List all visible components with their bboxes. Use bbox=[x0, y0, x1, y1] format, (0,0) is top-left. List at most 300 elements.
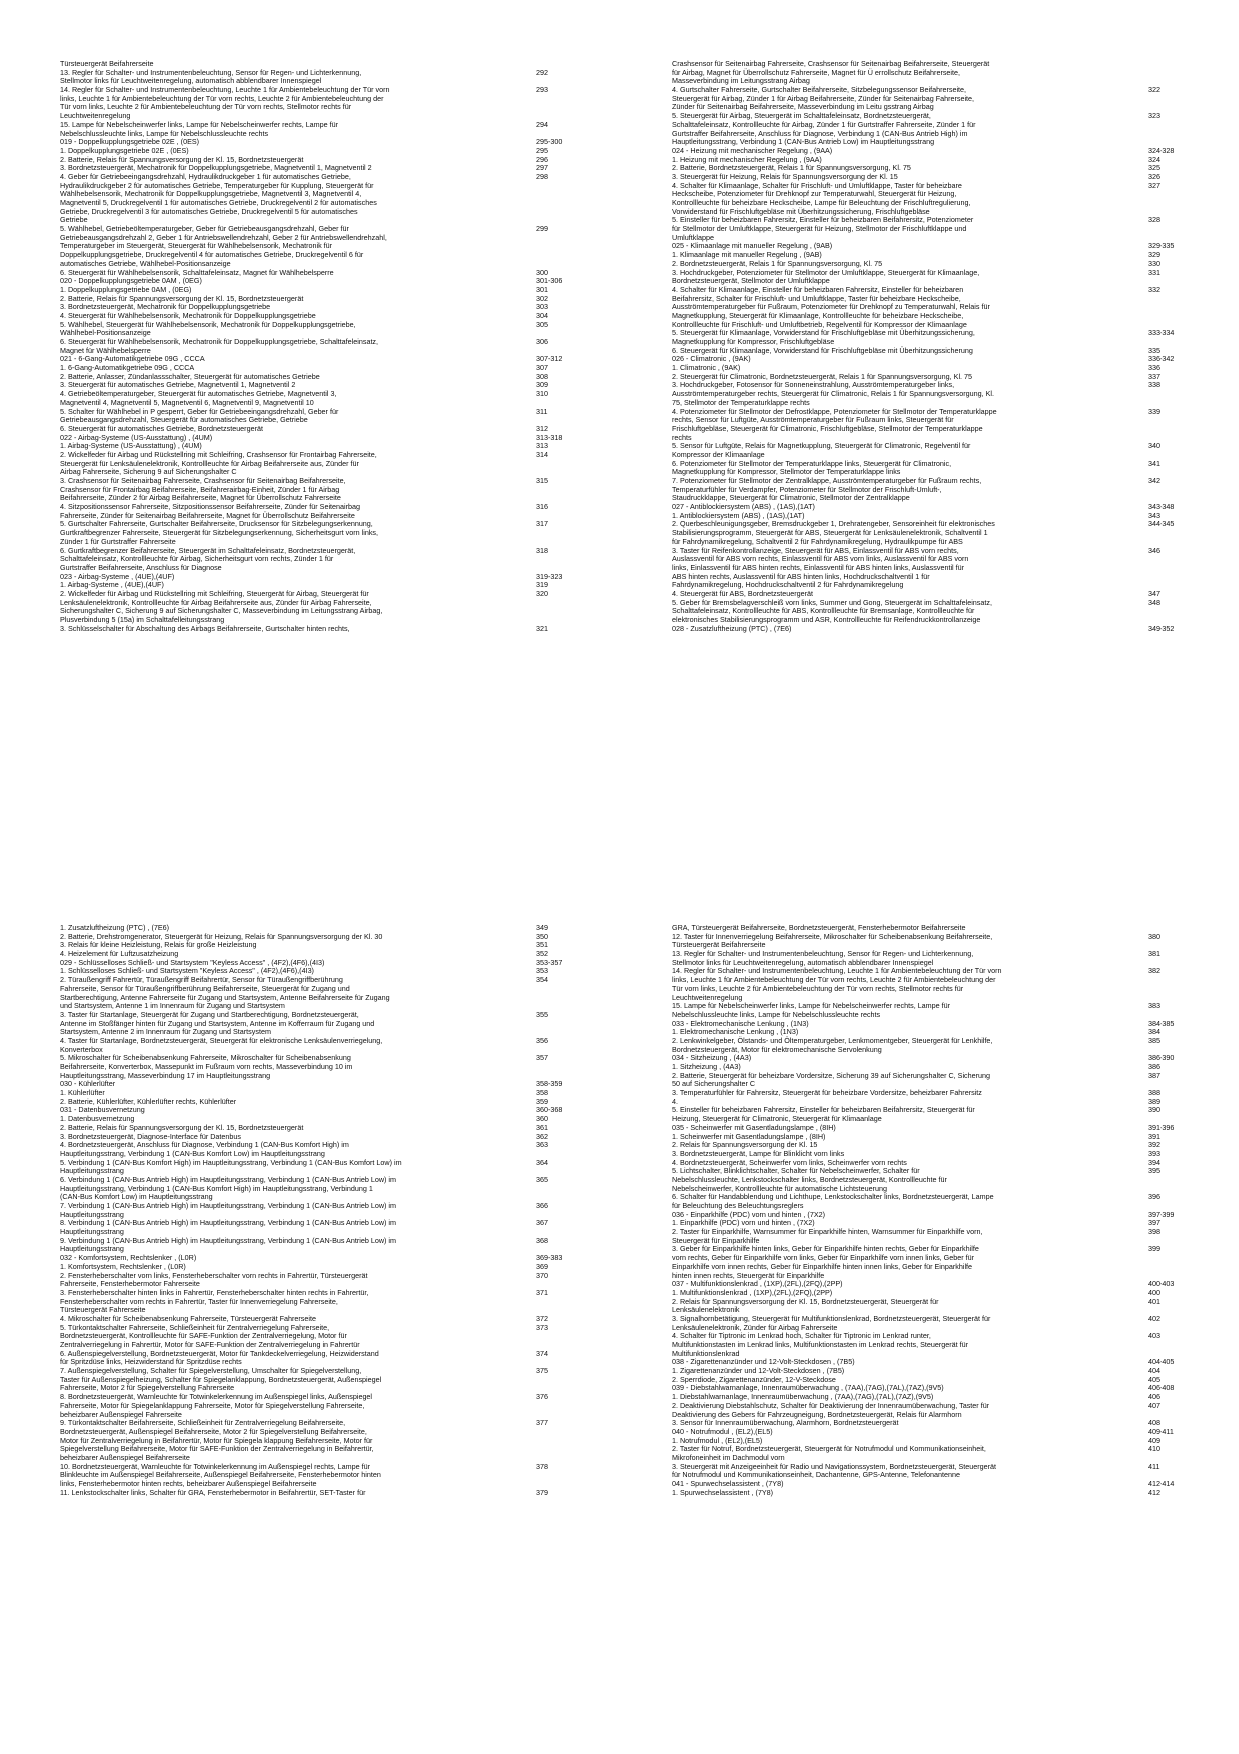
page-number: 410 bbox=[1148, 1444, 1160, 1454]
index-entry-text: 2. Taster für Notruf, Bordnetzsteuergerät, Steuergerät für Notrufmodul und Kommunikationseinheit, bbox=[672, 1444, 986, 1454]
index-entry-text: Multifunktionslenkrad bbox=[672, 1348, 740, 1358]
page-number: 336-342 bbox=[1148, 354, 1175, 364]
page-number: 383 bbox=[1148, 1001, 1160, 1011]
page-number: 313 bbox=[536, 441, 548, 451]
index-entry-text: Lenksäulenelektronik bbox=[672, 1305, 740, 1315]
page-number: 336 bbox=[1148, 363, 1160, 373]
index-entry-text: Steuergerät für Airbag, Zünder 1 für Airbag Beifahrerseite, Zünder für Seitenairbag Fahrerseite, bbox=[672, 93, 975, 103]
index-entry-text: Frischluftgebläse, Steuergerät für Climatronic, Frischluftgebläse, Stellmotor der Temperaturklappe bbox=[672, 423, 983, 433]
index-entry-text: 3. Bordnetzsteuergerät, Mechatronik für Doppelkupplungsgetriebe bbox=[60, 302, 271, 312]
index-entry-text: Zünder 1 für Gurtstraffer Fahrerseite bbox=[60, 536, 176, 546]
index-entry-text: 3. Temperaturfühler für Fahrersitz, Steuergerät für beheizbare Vordersitze, beheizbarer Fahrersitz bbox=[672, 1088, 982, 1098]
index-entry-text: 5. Einsteller für beheizbaren Fahrersitz, Einsteller für beheizbaren Beifahrersitz, Potenziometer bbox=[672, 215, 974, 225]
index-entry-text: 025 - Klimaanlage mit manueller Regelung , (9AB) bbox=[672, 241, 833, 251]
page-number: 296 bbox=[536, 154, 548, 164]
index-entry-text: 2. Wickelfeder für Airbag und Rückstellring mit Schleifring, Steuergerät für Airbag, Steuergerät für bbox=[60, 588, 369, 598]
index-entry-text: 3. Bordnetzsteuergerät, Diagnose-Interface für Datenbus bbox=[60, 1131, 241, 1141]
page-number: 328 bbox=[1148, 215, 1160, 225]
index-entry-text: 1. Elektromechanische Lenkung , (1N3) bbox=[672, 1027, 799, 1037]
page-number: 352 bbox=[536, 949, 548, 959]
page-number: 299 bbox=[536, 224, 548, 234]
page-number: 303 bbox=[536, 302, 548, 312]
page-number: 382 bbox=[1148, 966, 1160, 976]
page-number: 404-405 bbox=[1148, 1357, 1175, 1367]
index-entry-text: Deaktivierung des Gebers für Fahrzeugneigung, Bordnetzsteuergerät, Relais für Alarmhorn bbox=[672, 1409, 962, 1419]
index-entry-text: Hauptleitungsstrang, Masseverbindung 17 im Hauptleitungsstrang bbox=[60, 1070, 271, 1080]
index-entry-text: Lenksäulenelektronik, Zünder für Airbag Fahrerseite bbox=[672, 1322, 838, 1332]
page-number: 343 bbox=[1148, 510, 1160, 520]
page-number: 390 bbox=[1148, 1105, 1160, 1115]
page-number: 376 bbox=[536, 1392, 548, 1402]
page-number: 329-335 bbox=[1148, 241, 1175, 251]
index-entry-text: Leuchtweitenregelung bbox=[672, 992, 743, 1002]
index-entry-text: 7. Außenspiegelverstellung, Schalter für Spiegelverstellung, Umschalter für Spiegelverstellung, bbox=[60, 1366, 362, 1376]
index-entry-text: Doppelkupplungsgetriebe, Druckregelventil 4 für automatisches Getriebe, Druckregelventil 6 für bbox=[60, 250, 364, 260]
index-entry-text: 1. Datenbusvernetzung bbox=[60, 1114, 135, 1124]
index-entry-text: 15. Lampe für Nebelscheinwerfer links, Lampe für Nebelscheinwerfer rechts, Lampe für bbox=[672, 1001, 951, 1011]
index-entry-text: 023 - Airbag-Systeme , (4UE),(4UF) bbox=[60, 571, 175, 581]
page-number: 338 bbox=[1148, 380, 1160, 390]
page-number: 354 bbox=[536, 975, 548, 985]
index-entry-text: Hauptleitungsstrang, Verbindung 1 (CAN-Bus Antrieb Low) im Hauptleitungsstrang bbox=[672, 137, 935, 147]
index-entry-text: und Startsystem, Antenne 1 im Innenraum für Zugang und Startsystem bbox=[60, 1001, 285, 1011]
index-entry-text: 035 - Scheinwerfer mit Gasentladungslampe , (8IH) bbox=[672, 1122, 836, 1132]
page-number: 388 bbox=[1148, 1088, 1160, 1098]
index-entry-text: 3. Schlüsselschalter für Abschaltung des Airbags Beifahrerseite, Gurtschalter hinten rechts, bbox=[60, 623, 350, 633]
index-entry-text: Stellmotor links für Leuchtweitenregelung, automatisch abblendbarer Innenspiegel bbox=[672, 957, 934, 967]
index-entry-text: 5. Schalter für Wählhebel in P gesperrt, Geber für Getriebeeingangsdrehzahl, Geber für bbox=[60, 406, 339, 416]
page-number: 378 bbox=[536, 1461, 548, 1471]
index-entry-text: 5. Türkontaktschalter Fahrerseite, Schließeinheit für Zentralverriegelung Fahrerseite, bbox=[60, 1322, 330, 1332]
page-number: 327 bbox=[1148, 180, 1160, 190]
page-number: 331 bbox=[1148, 267, 1160, 277]
index-entry-text: Fahrerseite, Zünder für Seitenairbag Beifahrerseite, Magnet für Überrollschutz Beifahrerseite bbox=[60, 510, 355, 520]
index-entry-text: 1. Zusatzluftheizung (PTC) , (7E6) bbox=[60, 923, 170, 932]
index-entry-text: 4. Heizelement für Luftzusatzheizung bbox=[60, 949, 179, 959]
index-entry-text: elektronisches Stabilisierungsprogramm und ASR, Kontrollleuchte für Reifendruckkontrollanzeige bbox=[672, 615, 981, 624]
index-entry-text: Stabilisierungsprogramm, Steuergerät für ABS, Steuergerät für Lenksäulenelektronik, Schaltventil 1 bbox=[672, 528, 988, 538]
index-entry-text: 4. Steuergerät für Wählhebelsensorik, Mechatronik für Doppelkupplungsgetriebe bbox=[60, 310, 316, 320]
index-entry-text: ABS hinten rechts, Auslassventil für ABS hinten links, Hochdruckschaltventil 1 für bbox=[672, 571, 930, 581]
page-number: 370 bbox=[536, 1270, 548, 1280]
page-number: 341 bbox=[1148, 458, 1160, 468]
page-number: 400-403 bbox=[1148, 1279, 1175, 1289]
page-number: 317 bbox=[536, 519, 548, 529]
index-entry-text: Crashsensor für Seitenairbag Fahrerseite, Crashsensor für Seitenairbag Beifahrerseite, Steuergerät bbox=[672, 59, 990, 68]
index-entry-text: 2. Taster für Einparkhilfe, Warnsummer für Einparkhilfe hinten, Warnsummer für Einparkhilfe vorn, bbox=[672, 1227, 983, 1237]
index-entry-text: Heizung, Steuergerät für Climatronic, Steuergerät für Klimaanlage bbox=[672, 1114, 882, 1124]
index-entry-text: 033 - Elektromechanische Lenkung , (1N3) bbox=[672, 1018, 809, 1028]
index-entry-text: 4. Geber für Getriebeeingangsdrehzahl, Hydraulikdruckgeber 1 für automatisches Getriebe, bbox=[60, 171, 351, 181]
page-number: 295 bbox=[536, 145, 548, 155]
index-entry-text: 1. Einparkhilfe (PDC) vorn und hinten , (7X2) bbox=[672, 1218, 815, 1228]
page-number: 295-300 bbox=[536, 137, 563, 147]
index-entry-text: Getriebeausgangsdrehzahl, Steuergerät für automatisches Getriebe, Getriebe bbox=[60, 415, 308, 425]
index-entry-text: Tür vorn links, Leuchte 2 für Ambientebeleuchtung der Tür vorn rechts, Stellmotor rechts für bbox=[60, 102, 352, 112]
page-number: 325 bbox=[1148, 163, 1160, 173]
page-number: 319 bbox=[536, 580, 548, 590]
index-entry-text: 032 - Komfortsystem, Rechtslenker , (L0R) bbox=[60, 1253, 197, 1263]
page-number: 307 bbox=[536, 363, 548, 373]
page-number: 301-306 bbox=[536, 276, 563, 286]
page-number: 394 bbox=[1148, 1157, 1160, 1167]
index-entry-text: 1. Airbag-Systeme , (4UE),(4UF) bbox=[60, 580, 164, 590]
index-entry-text: Bordnetzsteuergerät, Motor für elektromechanische Servolenkung bbox=[672, 1044, 882, 1054]
index-entry-text: 020 - Doppelkupplungsgetriebe 0AM , (0EG) bbox=[60, 276, 202, 286]
index-entry-text: 027 - Antiblockiersystem (ABS) , (1AS),(1AT) bbox=[672, 502, 815, 512]
index-entry-text: 034 - Sitzheizung , (4A3) bbox=[672, 1053, 752, 1063]
index-entry-text: Ausströmtemperaturgeber rechts, Steuergerät für Climatronic, Relais 1 für Spannungsversorgung, Kl. bbox=[672, 389, 994, 399]
index-entry-text: 2. Batterie, Drehstromgenerator, Steuergerät für Heizung, Relais für Spannungsversorgung der Kl. 30 bbox=[60, 931, 383, 941]
index-entry-text: 6. Steuergerät für Wählhebelsensorik, Mechatronik für Doppelkupplungsgetriebe, Schalttafeleinsatz, bbox=[60, 337, 379, 346]
index-entry-text: 1. Diebstahlwarnanlage, Innenraumüberwachung , (7AA),(7AG),(7AL),(7AZ),(9V5) bbox=[672, 1392, 934, 1402]
index-entry-text: 2. Relais für Spannungsversorgung der Kl. 15 bbox=[672, 1140, 818, 1150]
page-number: 293 bbox=[536, 85, 548, 95]
page-number: 398 bbox=[1148, 1227, 1160, 1237]
index-entry-text: rechts, Sensor für Luftgüte, Ausströmtemperaturgeber für Fußraum links, Steuergerät für bbox=[672, 415, 954, 425]
page-number: 402 bbox=[1148, 1313, 1160, 1323]
page-number: 349 bbox=[536, 923, 548, 932]
index-entry-text: Magnet für Wählhebelsperre bbox=[60, 345, 151, 355]
page-number: 339 bbox=[1148, 406, 1160, 416]
page-number: 357 bbox=[536, 1053, 548, 1063]
index-entry-text: Beifahrerseite, Konverterbox, Massepunkt im Fußraum vorn rechts, Masseverbindung 10 im bbox=[60, 1062, 353, 1071]
page-number: 399 bbox=[1148, 1244, 1160, 1254]
index-entry-text: beheizbarer Außenspiegel Fahrerseite bbox=[60, 1409, 182, 1419]
index-entry-text: 14. Regler für Schalter- und Instrumentenbeleuchtung, Leuchte 1 für Ambientebeleuchtung der Tür vorn bbox=[60, 85, 390, 95]
index-entry-text: 15. Lampe für Nebelscheinwerfer links, Lampe für Nebelscheinwerfer rechts, Lampe für bbox=[60, 119, 339, 129]
index-entry-text: 4. Taster für Startanlage, Bordnetzsteuergerät, Steuergerät für elektronische Lenksäulenverriegelung, bbox=[60, 1035, 383, 1045]
index-entry-text: Magnetventil 5, Druckregelventil 1 für automatisches Getriebe, Druckregelventil 2 für automatisches bbox=[60, 198, 377, 207]
index-entry-text: 4. Getriebeöltemperaturgeber, Steuergerät für automatisches Getriebe, Magnetventil 3, bbox=[60, 389, 337, 399]
index-entry-text: 1. Climatronic , (9AK) bbox=[672, 363, 741, 373]
index-entry-text: 039 - Diebstahlwarnanlage, Innenraumüberwachung , (7AA),(7AG),(7AL),(7AZ),(9V5) bbox=[672, 1383, 944, 1393]
index-entry-text: Konverterbox bbox=[60, 1044, 103, 1054]
index-entry-text: links, Leuchte 1 für Ambientebeleuchtung der Tür vorn rechts, Leuchte 2 für Ambientebeleuchtung der bbox=[60, 93, 384, 103]
index-entry-text: 024 - Heizung mit mechanischer Regelung , (9AA) bbox=[672, 145, 833, 155]
index-entry-text: 2. Batterie, Relais für Spannungsversorgung der Kl. 15, Bordnetzsteuergerät bbox=[60, 293, 304, 303]
index-entry-text: 4. Bordnetzsteuergerät, Anschluss für Diagnose, Verbindung 1 (CAN-Bus Komfort High) im bbox=[60, 1140, 349, 1150]
index-entry-text: 4. Schalter für Klimaanlage, Schalter für Frischluft- und Umluftklappe, Taster für beheizbare bbox=[672, 180, 962, 190]
page-number: 308 bbox=[536, 371, 548, 381]
index-entry-text: 2. Sperrdiode, Zigarettenanzünder, 12-V-Steckdose bbox=[672, 1374, 836, 1384]
index-entry-text: 5. Wählhebel, Getriebeöltemperaturgeber, Geber für Getriebeausgangsdrehzahl, Geber für bbox=[60, 224, 349, 234]
page-number: 385 bbox=[1148, 1035, 1160, 1045]
page-number: 312 bbox=[536, 423, 548, 433]
page-number: 391-396 bbox=[1148, 1122, 1175, 1132]
page-number: 395 bbox=[1148, 1166, 1160, 1176]
page-number: 307-312 bbox=[536, 354, 563, 364]
index-entry-text: Magnetkupplung, Steuergerät für Klimaanlage, Kontrollleuchte für beheizbare Heckscheibe, bbox=[672, 310, 964, 320]
index-entry-text: 13. Regler für Schalter- und Instrumentenbeleuchtung, Sensor für Regen- und Lichterkennung, bbox=[60, 67, 362, 77]
page-number: 365 bbox=[536, 1174, 548, 1184]
index-entry-text: Heckscheibe, Potenziometer für Drehknopf zur Temperaturwahl, Steuergerät für Heizung, bbox=[672, 189, 957, 199]
page-number: 310 bbox=[536, 389, 548, 399]
index-entry-text: 1. Klimaanlage mit manueller Regelung , (9AB) bbox=[672, 250, 822, 260]
index-entry-text: 1. Zigarettenanzünder und 12-Volt-Steckdosen , (7B5) bbox=[672, 1366, 845, 1376]
index-entry-text: 4. Potenziometer für Stellmotor der Defrostklappe, Potenziometer für Stellmotor der Temperaturklappe bbox=[672, 406, 997, 416]
index-entry-text: Motor für Zentralverriegelung in Beifahrertür, Motor für Spiegela klappung Beifahrerseite, Motor für bbox=[60, 1435, 373, 1445]
index-entry-text: Wählhebelsensorik, Mechatronik für Doppelkupplungsgetriebe, Magnetventil 3, Magnetventil 4, bbox=[60, 189, 362, 199]
index-entry-text: Bordnetzsteuergerät, Stellmotor der Umluftklappe bbox=[672, 276, 830, 286]
page-number: 408 bbox=[1148, 1418, 1160, 1428]
index-entry-text: Tür vorn links, Leuchte 2 für Ambientebeleuchtung der Tür vorn rechts, Stellmotor rechts für bbox=[672, 983, 964, 993]
index-entry-text: 2. Batterie, Kühlerlüfter, Kühlerlüfter rechts, Kühlerlüfter bbox=[60, 1096, 237, 1106]
index-entry-text: Hauptleitungsstrang bbox=[60, 1227, 124, 1237]
index-entry-text: 7. Verbindung 1 (CAN-Bus Antrieb High) im Hauptleitungsstrang, Verbindung 1 (CAN-Bus Antrieb Low) im bbox=[60, 1201, 396, 1210]
page-number: 367 bbox=[536, 1218, 548, 1228]
index-entry-text: 4. bbox=[672, 1096, 678, 1106]
index-entry-text: Beifahrerseite, Zünder 2 für Airbag Beifahrerseite, Magnet für Überrollschutz Fahrerseite bbox=[60, 493, 341, 503]
index-entry-text: Getriebeausgangsdrehzahl 2, Geber 1 für Antriebswellendrehzahl, Geber 2 für Antriebswellendrehzahl, bbox=[60, 232, 387, 242]
page-number: 409-411 bbox=[1148, 1426, 1174, 1436]
page-number: 304 bbox=[536, 310, 548, 320]
index-entry-text: 6. Steuergerät für Klimaanlage, Vorwiderstand für Frischluftgebläse mit Überhitzungssicherung bbox=[672, 345, 973, 355]
index-entry-text: 13. Regler für Schalter- und Instrumentenbeleuchtung, Sensor für Regen- und Lichterkennung, bbox=[672, 949, 974, 959]
index-entry-text: Fahrerseite, Sensor für Türaußengriffberührung Beifahrerseite, Steuergerät für Zugang und bbox=[60, 983, 350, 993]
index-entry-text: 036 - Einparkhilfe (PDC) vorn und hinten , (7X2) bbox=[672, 1209, 826, 1219]
index-entry-text: 3. Bordnetzsteuergerät, Lampe für Blinklicht vorn links bbox=[672, 1148, 845, 1158]
page-number: 403 bbox=[1148, 1331, 1160, 1341]
page-number: 301 bbox=[536, 284, 548, 294]
index-entry-text: 028 - Zusatzluftheizung (PTC) , (7E6) bbox=[672, 623, 792, 633]
index-entry-text: Ausströmtemperaturgeber für Fußraum, Potenziometer für Drehknopf zu Temperaturwahl, Relais für bbox=[672, 302, 990, 312]
index-entry-text: 2. Steuergerät für Climatronic, Bordnetzsteuergerät, Relais 1 für Spannungsversorgung, Kl. 75 bbox=[672, 371, 973, 381]
index-entry-text: 12. Taster für Innenverriegelung Beifahrerseite, Mikroschalter für Scheibenabsenkung Beifahrerseite, bbox=[672, 931, 993, 941]
index-entry-text: Startberechtigung, Antenne Fahrerseite für Zugang und Startsystem, Antenne Beifahrerseite für Zugang bbox=[60, 992, 390, 1002]
page-number: 350 bbox=[536, 931, 548, 941]
index-entry-text: 2. Lenkwinkelgeber, Ölstands- und Öltemperaturgeber, Lenkmomentgeber, Steuergerät für Lenkhilfe, bbox=[672, 1035, 993, 1045]
index-entry-text: rechts bbox=[672, 432, 692, 442]
page-number: 333-334 bbox=[1148, 328, 1175, 338]
index-entry-text: Startsystem, Antenne 2 im Innenraum für Zugang und Startsystem bbox=[60, 1027, 271, 1037]
index-entry-text: für Spritzdüse links, Heizwiderstand für Spritzdüse rechts bbox=[60, 1357, 242, 1367]
page-number: 353-357 bbox=[536, 957, 563, 967]
index-entry-text: 11. Lenkstockschalter links, Schalter für GRA, Fensterhebermotor in Beifahrertür, SET-Taster für bbox=[60, 1487, 366, 1497]
page-number: 400 bbox=[1148, 1287, 1160, 1297]
index-entry-text: Hydraulikdruckgeber 2 für automatisches Getriebe, Temperaturgeber für Kupplung, Steuergerät für bbox=[60, 180, 374, 190]
index-entry-text: Stellmotor links für Leuchtweitenregelung, automatisch abblendbarer Innenspiegel bbox=[60, 76, 322, 86]
index-entry-text: 2. Querbeschleunigungsgeber, Bremsdruckgeber 1, Drehratengeber, Sensoreinheit für elektronisches bbox=[672, 519, 995, 529]
index-entry-text: 1. Doppelkupplungsgetriebe 02E , (0ES) bbox=[60, 145, 189, 155]
index-entry-text: 5. Wählhebel, Steuergerät für Wählhebelsensorik, Mechatronik für Doppelkupplungsgetriebe, bbox=[60, 319, 356, 329]
page-number: 371 bbox=[536, 1287, 548, 1297]
index-entry-text: hinten innen rechts, Steuergerät für Einparkhilfe bbox=[672, 1270, 825, 1280]
index-entry-text: Temperaturfühler für Verdampfer, Potenziometer für Stellmotor der Frischluft-Umluft-, bbox=[672, 484, 942, 494]
index-entry-text: Nebelschlussleuchte links, Lampe für Nebelschlussleuchte rechts bbox=[672, 1009, 881, 1019]
index-entry-text: Fahrdynamikregelung, Hochdruckschaltventil 2 für Fahrdynamikregelung bbox=[672, 580, 904, 590]
page-number: 405 bbox=[1148, 1374, 1160, 1384]
index-entry-text: 6. Verbindung 1 (CAN-Bus Antrieb High) im Hauptleitungsstrang, Verbindung 1 (CAN-Bus Antrieb Low) im bbox=[60, 1174, 396, 1184]
page-number: 407 bbox=[1148, 1400, 1160, 1410]
index-entry-text: 75, Stellmotor der Temperaturklappe rechts bbox=[672, 397, 810, 407]
page-number: 401 bbox=[1148, 1296, 1160, 1306]
index-entry-text: Hauptleitungsstrang, Verbindung 1 (CAN-Bus Komfort High) im Hauptleitungsstrang, Verbindung 1 bbox=[60, 1183, 373, 1193]
index-entry-text: Airbag Fahrerseite, Sicherung 9 auf Sicherungshalter C bbox=[60, 467, 237, 477]
index-entry-text: GRA, Türsteuergerät Beifahrerseite, Bordnetzsteuergerät, Fensterhebermotor Beifahrerseite bbox=[672, 923, 966, 932]
index-entry-text: Fahrerseite, Motor für Spiegelanklappung Fahrerseite, Motor für Spiegelverstellung Fahrerseite, bbox=[60, 1400, 365, 1410]
page-number: 364 bbox=[536, 1157, 548, 1167]
index-entry-text: für Airbag, Magnet für Überrollschutz Fahrerseite, Magnet für Ü errollschutz Beifahrerseite, bbox=[672, 67, 961, 77]
page-number: 373 bbox=[536, 1322, 548, 1332]
index-entry-text: 3. Relais für kleine Heizleistung, Relais für große Heizleistung bbox=[60, 940, 257, 950]
index-entry-text: links, Leuchte 1 für Ambientebeleuchtung der Tür vorn rechts, Leuchte 2 für Ambientebeleuchtung der bbox=[672, 975, 996, 985]
index-entry-text: 1. Komfortsystem, Rechtslenker , (L0R) bbox=[60, 1261, 186, 1271]
index-entry-text: vorn rechts, Geber für Einparkhilfe vorn links, Geber für Einparkhilfe vorn innen links, Geber für bbox=[672, 1253, 975, 1263]
index-entry-text: Schalttafeleinsatz, Kontrollleuchte für ABS, Kontrollleuchte für Bremsanlage, Kontrollleuchte für bbox=[672, 606, 975, 616]
index-entry-text: 026 - Climatronic , (9AK) bbox=[672, 354, 751, 364]
page-number: 411 bbox=[1148, 1461, 1160, 1471]
index-entry-text: 2. Bordnetzsteuergerät, Relais 1 für Spannungsversorgung, Kl. 75 bbox=[672, 258, 883, 268]
index-entry-text: Antenne im Stoßfänger hinten für Zugang und Startsystem, Antenne im Kofferraum für Zugang und bbox=[60, 1018, 375, 1028]
page-number: 397 bbox=[1148, 1218, 1160, 1228]
index-entry-text: 8. Verbindung 1 (CAN-Bus Antrieb High) im Hauptleitungsstrang, Verbindung 1 (CAN-Bus Antrieb Low) im bbox=[60, 1218, 396, 1228]
page-number: 311 bbox=[536, 406, 548, 416]
page-number: 361 bbox=[536, 1122, 548, 1132]
index-entry-text: 6. Steuergerät für Wählhebelsensorik, Schalttafeleinsatz, Magnet für Wählhebelsperre bbox=[60, 267, 334, 277]
index-entry-text: Kontrollleuchte für beheizbare Heckscheibe, Lampe für Beleuchtung der Frischluftregulierung, bbox=[672, 198, 971, 207]
index-entry-text: Schalttafeleinsatz, Kontrollleuchte für Airbag, Sicherheitsgurt vorn rechts, Zünder 1 für bbox=[60, 554, 334, 564]
page-number: 322 bbox=[1148, 85, 1160, 95]
index-entry-text: Hauptleitungsstrang bbox=[60, 1209, 124, 1219]
index-entry-text: 5. Gurtschalter Fahrerseite, Gurtschalter Beifahrerseite, Drucksensor für Sitzbelegungserkennung, bbox=[60, 519, 373, 529]
page-number: 347 bbox=[1148, 588, 1160, 598]
page-number: 319-323 bbox=[536, 571, 563, 581]
page-number: 397-399 bbox=[1148, 1209, 1175, 1219]
index-entry-text: 2. Batterie, Steuergerät für beheizbare Vordersitze, Sicherung 39 auf Sicherungshalter C, Sicherung bbox=[672, 1070, 991, 1080]
page-number: 369-383 bbox=[536, 1253, 563, 1263]
page-number: 324-328 bbox=[1148, 145, 1175, 155]
page-number: 329 bbox=[1148, 250, 1160, 260]
index-entry-text: Leuchtweitenregelung bbox=[60, 111, 131, 121]
page-number: 387 bbox=[1148, 1070, 1160, 1080]
index-entry-text: 5. Steuergerät für Klimaanlage, Vorwiderstand für Frischluftgebläse mit Überhitzungssicherung, bbox=[672, 328, 975, 338]
index-entry-text: Türsteuergerät Fahrerseite bbox=[60, 1305, 146, 1315]
index-entry-text: 4. Mikroschalter für Scheibenabsenkung Fahrerseite, Türsteuergerät Fahrerseite bbox=[60, 1313, 316, 1323]
index-entry-text: 6. Potenziometer für Stellmotor der Temperaturklappe links, Steuergerät für Climatronic, bbox=[672, 458, 952, 468]
index-entry-text: Staudruckklappe, Steuergerät für Climatronic, Stellmotor der Zentralklappe bbox=[672, 493, 910, 503]
index-entry-text: für Notrufmodul und Kommunikationseinheit, Dachantenne, GPS-Antenne, Telefonantenne bbox=[672, 1470, 960, 1480]
index-entry-text: 2. Batterie, Relais für Spannungsversorgung der Kl. 15, Bordnetzsteuergerät bbox=[60, 1122, 304, 1132]
index-entry-text: 038 - Zigarettenanzünder und 12-Volt-Steckdosen , (7B5) bbox=[672, 1357, 855, 1367]
index-entry-text: 1. Airbag-Systeme (US-Ausstattung) , (4UM) bbox=[60, 441, 202, 451]
index-entry-text: 031 - Datenbusvernetzung bbox=[60, 1105, 145, 1115]
index-entry-text: 50 auf Sicherungshalter C bbox=[672, 1079, 756, 1089]
index-entry-text: Multifunktionstasten im Lenkrad links, Multifunktionstasten im Lenkrad rechts, Steuergerät für bbox=[672, 1340, 969, 1349]
page-number: 386 bbox=[1148, 1062, 1160, 1071]
page-number: 297 bbox=[536, 163, 548, 173]
index-entry-text: 9. Türkontaktschalter Beifahrerseite, Schließeinheit für Zentralverriegelung Beifahrerseite, bbox=[60, 1418, 346, 1428]
index-entry-text: 041 - Spurwechselassistent , (7Y8) bbox=[672, 1479, 784, 1488]
index-entry-text: 5. Einsteller für beheizbaren Fahrersitz, Einsteller für beheizbaren Beifahrersitz, Steuergerät für bbox=[672, 1105, 975, 1115]
page-number: 375 bbox=[536, 1366, 548, 1376]
index-entry-text: Steuergerät für Einparkhilfe bbox=[672, 1235, 760, 1245]
index-entry-text: 2. Türaußengriff Fahrertür, Türaußengriff Beifahrertür, Sensor für Türaußengriffberührung bbox=[60, 975, 343, 985]
page-number: 412 bbox=[1148, 1487, 1160, 1497]
index-entry-text: Hauptleitungsstrang bbox=[60, 1244, 124, 1254]
page-number: 369 bbox=[536, 1261, 548, 1271]
index-entry-text: 1. Kühlerlüfter bbox=[60, 1088, 105, 1098]
page-number: 321 bbox=[536, 623, 548, 633]
page-number: 393 bbox=[1148, 1148, 1160, 1158]
page-number: 323 bbox=[1148, 111, 1160, 121]
index-entry-text: Gurtstraffer Beifahrerseite, Anschluss für Diagnose, Verbindung 1 (CAN-Bus Antrieb High) im bbox=[672, 128, 968, 138]
index-entry-text: Kontrollleuchte für Frischluft- und Umluftbetrieb, Regelventil für Kompressor der Klimaanlage bbox=[672, 319, 967, 329]
index-entry-text: Kompressor der Klimaanlage bbox=[672, 449, 765, 459]
index-entry-text: Lenksäulenelektronik, Kontrollleuchte für Airbag Beifahrerseite aus, Zünder für Airbag Fahrerseite, bbox=[60, 597, 372, 607]
page-number: 356 bbox=[536, 1035, 548, 1045]
page-number: 366 bbox=[536, 1201, 548, 1210]
index-entry-text: 5. Geber für Bremsbelagverschleiß vorn links, Summer und Gong, Steuergerät im Schalttafeleinsatz, bbox=[672, 597, 992, 607]
index-entry-text: automatisches Getriebe, Wählhebel-Positionsanzeige bbox=[60, 258, 231, 268]
page-number: 342 bbox=[1148, 476, 1160, 485]
page-number: 391 bbox=[1148, 1131, 1160, 1141]
index-entry-text: Türsteuergerät Beifahrerseite bbox=[60, 59, 154, 68]
index-entry-text: Spiegelverstellung Beifahrerseite, Motor für SAFE-Funktion der Zentralverriegelung in Beifahrertür, bbox=[60, 1444, 374, 1454]
index-entry-text: Bordnetzsteuergerät, Kontrollleuchte für SAFE-Funktion der Zentralverriegelung, Motor für bbox=[60, 1331, 347, 1341]
page-number: 379 bbox=[536, 1487, 548, 1497]
page-number: 300 bbox=[536, 267, 548, 277]
index-entry-text: Zentralverriegelung in Fahrertür, Motor für SAFE-Funktion der Zentralverriegelung in Fahrertür bbox=[60, 1340, 360, 1349]
page-number: 386-390 bbox=[1148, 1053, 1175, 1063]
index-entry-text: 9. Verbindung 1 (CAN-Bus Antrieb High) im Hauptleitungsstrang, Verbindung 1 (CAN-Bus Antrieb Low) im bbox=[60, 1235, 396, 1245]
index-entry-text: 2. Batterie, Anlasser, Zündanlassschalter, Steuergerät für automatisches Getriebe bbox=[60, 371, 320, 381]
index-entry-text: 3. Crashsensor für Seitenairbag Fahrerseite, Crashsensor für Seitenairbag Beifahrerseite, bbox=[60, 476, 346, 485]
page-number: 330 bbox=[1148, 258, 1160, 268]
index-entry-text: Plusverbindung 5 (15a) im Schalttafelleitungsstrang bbox=[60, 615, 225, 624]
index-entry-text: Schalttafeleinsatz, Kontrollleuchte für Airbag, Zünder 1 für Gurtstraffer Fahrerseite, Zünder 1 für bbox=[672, 119, 976, 129]
index-entry-text: links, Einlassventil für ABS hinten rechts, Einlassventil für ABS hinten links, Auslassventil für bbox=[672, 562, 965, 572]
index-entry-text: Auslassventil für ABS vorn rechts, Einlassventil für ABS vorn links, Auslassventil für ABS vorn bbox=[672, 554, 969, 564]
page-number: 306 bbox=[536, 337, 548, 346]
index-entry-text: 2. Deaktivierung Diebstahlschutz, Schalter für Deaktivierung der Innenraumüberwachung, Taster für bbox=[672, 1400, 990, 1410]
page-number: 368 bbox=[536, 1235, 548, 1245]
index-entry-text: Nebelschlussleuchte links, Lampe für Nebelschlussleuchte rechts bbox=[60, 128, 269, 138]
index-entry-text: 4. Sitzpositionssensor Fahrerseite, Sitzpositionssensor Beifahrerseite, Zünder für Seitenairbag bbox=[60, 502, 361, 512]
page-number: 313-318 bbox=[536, 432, 563, 442]
index-entry-text: Magnetkupplung für Kompressor, Stellmotor der Temperaturklappe links bbox=[672, 467, 901, 477]
index-entry-text: Nebelscheinwerfer, Kontrollleuchte für automatische Lichtsteuerung bbox=[672, 1183, 887, 1193]
index-entry-text: Gurtstraffer Beifahrerseite, Anschluss für Diagnose bbox=[60, 562, 222, 572]
index-entry-text: 10. Bordnetzsteuergerät, Warnleuchte für Totwinkelerkennung im Außenspiegel rechts, Lampe für bbox=[60, 1461, 371, 1471]
page-number: 389 bbox=[1148, 1096, 1160, 1106]
index-entry-text: Gurtkraftbegrenzer Fahrerseite, Steuergerät für Sitzbelegungserkennung, Sicherheitsgurt vorn links, bbox=[60, 528, 379, 538]
index-entry-text: Magnetkupplung für Kompressor, Frischluftgebläse bbox=[672, 337, 835, 346]
page-number: 360 bbox=[536, 1114, 548, 1124]
index-entry-text: 3. Taster für Startanlage, Steuergerät für Zugang und Startberechtigung, Bordnetzsteuergerät, bbox=[60, 1009, 359, 1019]
page-number: 353 bbox=[536, 966, 548, 976]
index-entry-text: Getriebe bbox=[60, 215, 88, 225]
index-entry-text: 2. Batterie, Bordnetzsteuergerät, Relais 1 für Spannungsversorgung, Kl. 75 bbox=[672, 163, 911, 173]
index-entry-text: für Beleuchtung des Beleuchtungsreglers bbox=[672, 1201, 804, 1210]
page-number: 320 bbox=[536, 588, 548, 598]
index-entry-text: 040 - Notrufmodul , (EL2),(EL5) bbox=[672, 1426, 773, 1436]
index-entry-text: Türsteuergerät Beifahrerseite bbox=[672, 940, 766, 950]
page-number: 360-368 bbox=[536, 1105, 563, 1115]
index-entry-text: 5. Steuergerät für Airbag, Steuergerät im Schalttafeleinsatz, Bordnetzsteuergerät, bbox=[672, 111, 931, 121]
index-entry-text: 4. Schalter für Klimaanlage, Einsteller für beheizbaren Fahrersitz, Einsteller für beheizbaren bbox=[672, 284, 964, 294]
index-entry-text: 2. Relais für Spannungsversorgung der Kl. 15, Bordnetzsteuergerät, Steuergerät für bbox=[672, 1296, 939, 1306]
index-entry-text: 1. Notrufmodul , (EL2),(EL5) bbox=[672, 1435, 763, 1445]
index-entry-text: 4. Schalter für Tiptronic im Lenkrad hoch, Schalter für Tiptronic im Lenkrad runter, bbox=[672, 1331, 931, 1341]
index-entry-text: 2. Wickelfeder für Airbag und Rückstellring mit Schleifring, Crashsensor für Frontairbag Fahrerseite, bbox=[60, 449, 377, 459]
index-entry-text: Hauptleitungsstrang, Verbindung 1 (CAN-Bus Komfort Low) im Hauptleitungsstrang bbox=[60, 1148, 325, 1158]
page-number: 363 bbox=[536, 1140, 548, 1150]
index-entry-text: Bordnetzsteuergerät, Außenspiegel Beifahrerseite, Motor 2 für Spiegelverstellung Beifahrerseite, bbox=[60, 1426, 367, 1436]
page-number: 344-345 bbox=[1148, 519, 1175, 529]
page-number: 377 bbox=[536, 1418, 548, 1428]
page-number: 346 bbox=[1148, 545, 1160, 555]
